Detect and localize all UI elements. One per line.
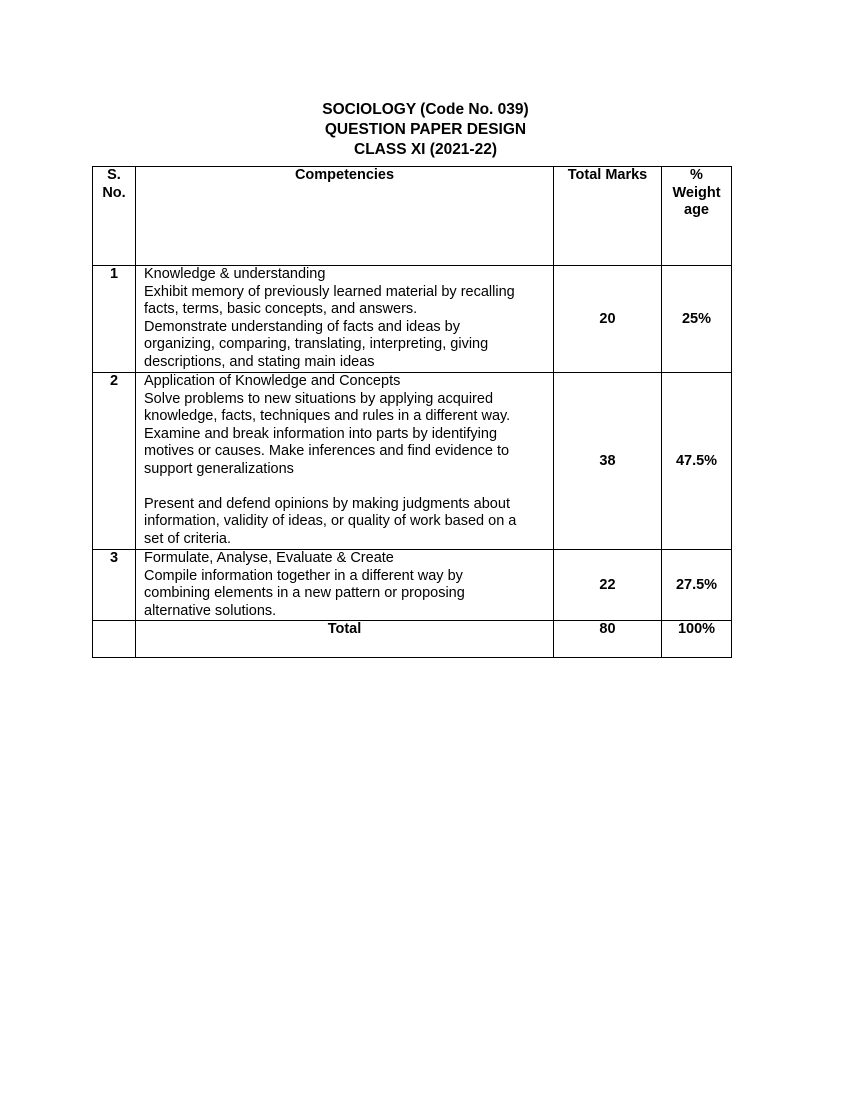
total-weightage-value: 100%	[662, 621, 732, 658]
competency-title: Formulate, Analyse, Evaluate & Create	[144, 550, 394, 566]
row-serial-number: 3	[93, 550, 136, 621]
row-serial-number: 2	[93, 373, 136, 550]
question-paper-design-table	[92, 166, 732, 658]
table-header-row	[93, 167, 732, 266]
table-row	[93, 550, 732, 621]
row-total-marks: 22	[554, 550, 662, 621]
row-serial-number: 1	[93, 266, 136, 373]
row-weightage: 27.5%	[662, 550, 732, 621]
class-title: CLASS XI (2021-22)	[354, 141, 497, 158]
competency-title: Knowledge & understanding	[144, 266, 326, 282]
document-header	[92, 100, 759, 160]
total-label: Total	[136, 621, 554, 658]
total-marks-value: 80	[554, 621, 662, 658]
row-weightage: 25%	[662, 266, 732, 373]
row-total-marks: 20	[554, 266, 662, 373]
competency-description: Application of Knowledge and Concepts Solve problems to new situations by applying acquired knowledge, facts, techniques and rules in a different way. Examine and break information into parts by identifying motives or causes. Make inferences and find evidence to support generalizations Present and defend opinions by making judgments about information, validity of ideas, or quality of work based on a set of criteria.	[136, 373, 554, 550]
row-weightage: 47.5%	[662, 373, 732, 550]
column-header-sno: S. No.	[93, 167, 136, 266]
total-row-empty-cell	[93, 621, 136, 658]
column-header-competencies: Competencies	[136, 167, 554, 266]
subject-title: SOCIOLOGY (Code No. 039)	[322, 101, 529, 118]
table-total-row	[93, 621, 732, 658]
competency-description: Knowledge & understanding Exhibit memory of previously learned material by recalling facts, terms, basic concepts, and answers. Demonstrate understanding of facts and ideas by organizing, comparing, translating, interpreting, giving descriptions, and stating main ideas	[136, 266, 554, 373]
table-row	[93, 266, 732, 373]
column-header-weightage: % Weight age	[662, 167, 732, 266]
table-row	[93, 373, 732, 550]
competency-title: Application of Knowledge and Concepts	[144, 373, 401, 389]
row-total-marks: 38	[554, 373, 662, 550]
paragraph-gap	[144, 478, 547, 496]
competency-description: Formulate, Analyse, Evaluate & Create Compile information together in a different way by combining elements in a new pattern or proposing alternative solutions.	[136, 550, 554, 621]
column-header-total-marks: Total Marks	[554, 167, 662, 266]
document-title: QUESTION PAPER DESIGN	[324, 121, 527, 138]
